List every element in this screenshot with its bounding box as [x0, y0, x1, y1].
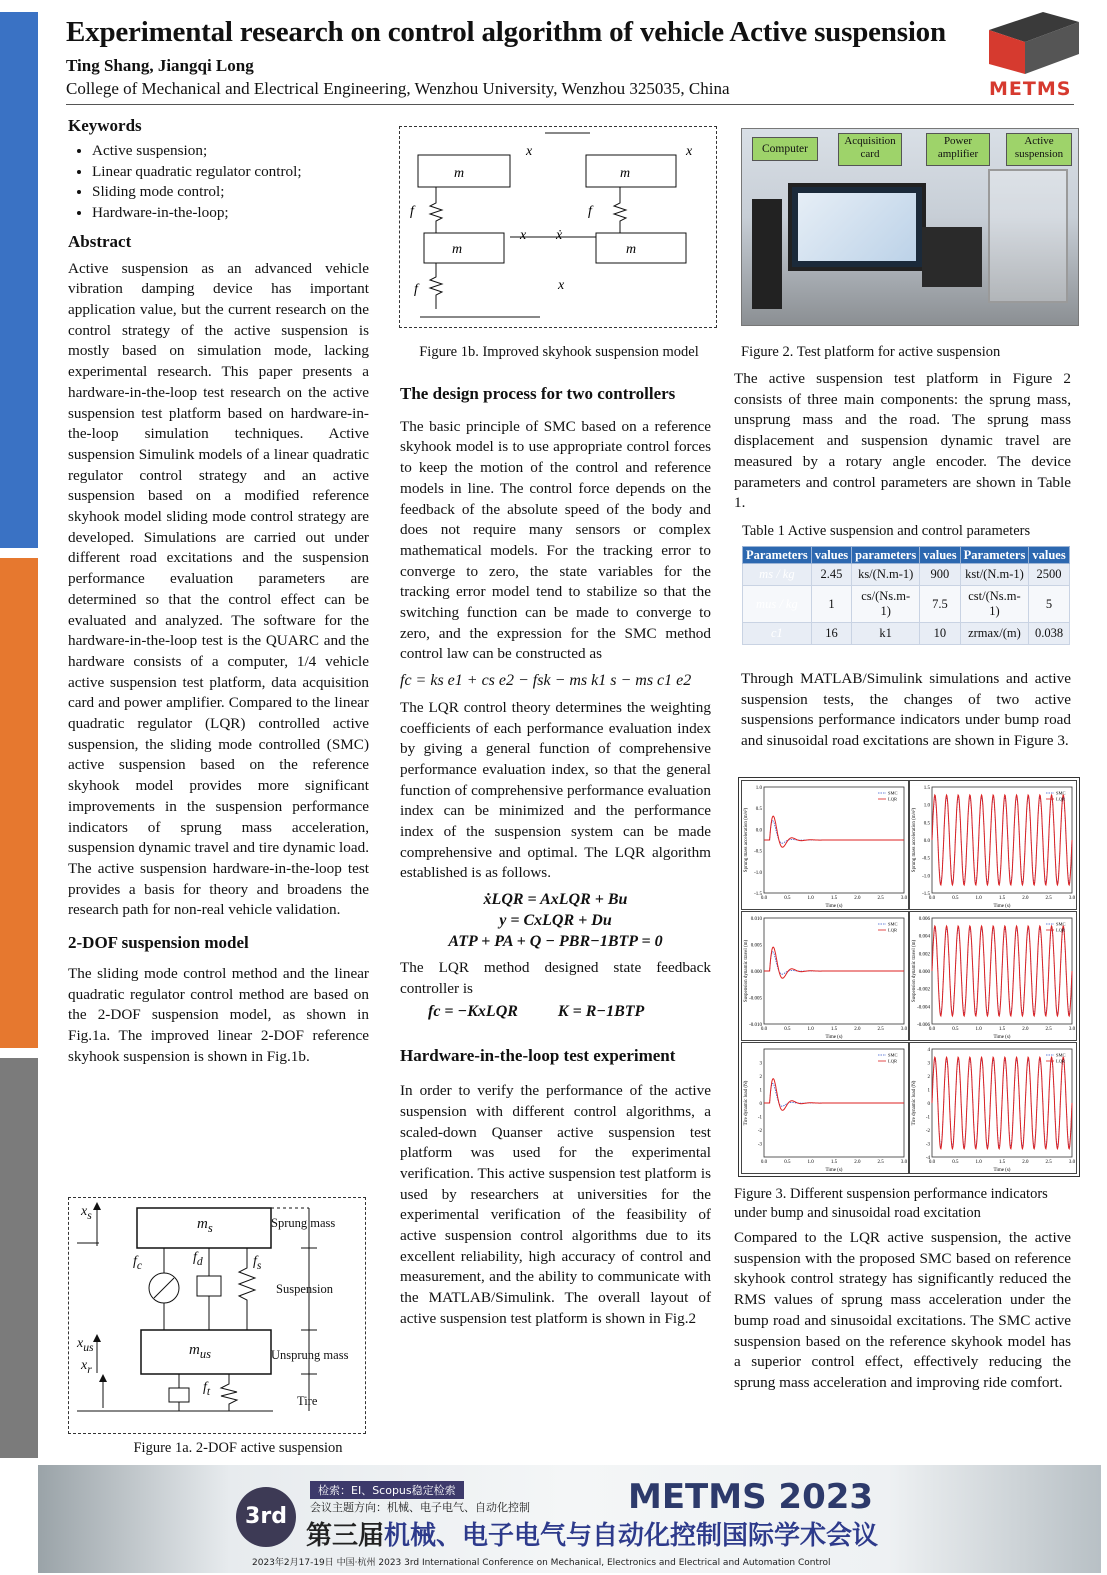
- series-line-lqr: [932, 926, 1072, 1016]
- x-tick-label: 1.5: [830, 1160, 838, 1165]
- dof-heading: 2-DOF suspension model: [68, 933, 249, 953]
- x-tick-label: 0.5: [952, 1160, 959, 1165]
- x-tick-label: 2.5: [1045, 896, 1052, 901]
- legend-label: LQR: [888, 796, 897, 802]
- x-axis-label: Time (s): [825, 1035, 843, 1040]
- x-tick-label: 1.0: [975, 896, 982, 901]
- y-tick-label: -0.005: [749, 996, 762, 1002]
- table-cell: 0.038: [1029, 623, 1069, 645]
- svg-text:m: m: [454, 166, 465, 181]
- keyword-item: • Active suspension;: [92, 141, 369, 162]
- y-tick-label: -1.0: [754, 870, 762, 876]
- fig1a-caption: Figure 1a. 2-DOF active suspension: [133, 1440, 343, 1456]
- x-tick-label: 3.0: [1068, 896, 1076, 901]
- y-axis-label: Tire dynamic load (N): [744, 1080, 749, 1126]
- keywords-list: [68, 141, 369, 224]
- svg-text:m: m: [620, 166, 631, 181]
- table-cell: c1: [743, 623, 812, 645]
- y-tick-label: -0.5: [922, 856, 930, 862]
- series-line-lqr: [932, 795, 1072, 885]
- x-tick-label: 0.0: [760, 1160, 768, 1165]
- y-tick-label: -0.5: [754, 849, 762, 855]
- x-tick-label: 0.0: [928, 1160, 936, 1165]
- banner-cn-title: [306, 1515, 878, 1552]
- y-tick-label: -0.010: [749, 1023, 762, 1028]
- y-tick-label: 1.5: [923, 786, 930, 791]
- table-cell: cst/(Ns.m-1): [960, 586, 1029, 623]
- conclusion-block: [734, 1228, 1071, 1394]
- x-tick-label: 0.5: [784, 1027, 791, 1032]
- x-axis-label: Time (s): [993, 1168, 1011, 1173]
- table-cell: mus / kg: [743, 586, 812, 623]
- poster-title: Experimental research on control algorithm of vehicle Active suspension: [66, 16, 946, 48]
- y-tick-label: -4: [925, 1156, 930, 1161]
- y-tick-label: 0.5: [923, 821, 930, 827]
- fig1a-ft-label: $f_t$: [203, 1380, 211, 1398]
- table-cell: 1: [811, 586, 851, 623]
- x-tick-label: 2.0: [854, 1160, 861, 1165]
- x-tick-label: 1.0: [807, 1160, 814, 1165]
- keyword-item: • Linear quadratic regulator control;: [92, 162, 369, 183]
- dof-text: The sliding mode control method and the linear quadratic regulator control method are based on the 2-DOF suspension model, as shown in Fig.1a. The improved linear 2-DOF reference skyhook suspension is shown in Fig.1b.: [68, 964, 369, 1065]
- hil-heading: Hardware-in-the-loop test experiment: [400, 1046, 676, 1066]
- y-tick-label: 1: [759, 1088, 762, 1094]
- y-tick-label: 3: [759, 1061, 762, 1067]
- x-tick-label: 3.0: [900, 1160, 908, 1165]
- y-axis-label: Tire dynamic load (N): [912, 1080, 917, 1126]
- x-tick-label: 2.0: [854, 896, 861, 901]
- fig1a-xr-label: $x_r$: [81, 1358, 92, 1376]
- svg-text:x: x: [520, 228, 527, 243]
- y-axis-label: Sprung mass acceleration (m/s²): [912, 807, 917, 873]
- table-cell: 7.5: [920, 586, 960, 623]
- chart-tire-bump: [741, 1042, 909, 1174]
- fig1a-mus-label: $m_{us}$: [189, 1342, 211, 1361]
- table-cell: ks/(N.m-1): [852, 564, 920, 586]
- y-tick-label: 3: [927, 1061, 930, 1067]
- affiliation: College of Mechanical and Electrical Engineering, Wenzhou University, Wenzhou 325035, China: [66, 79, 730, 98]
- x-tick-label: 2.0: [1022, 896, 1029, 901]
- test-rig: [988, 169, 1068, 303]
- fig1b-caption: Figure 1b. Improved skyhook suspension model: [419, 344, 699, 360]
- banner-tag: 检索：EI、Scopus稳定检索: [310, 1481, 464, 1499]
- x-tick-label: 1.5: [998, 1160, 1006, 1165]
- side-bar-orange: [0, 558, 38, 1048]
- svg-text:f: f: [410, 204, 414, 219]
- results-text: Through MATLAB/Simulink simulations and active suspension tests, the changes of two active suspensions performance indicators under bump road and sinusoidal road excitations are shown in Figure 3.: [741, 670, 1071, 750]
- x-tick-label: 1.5: [830, 896, 838, 901]
- fig1a-xs-label: $x_s$: [81, 1204, 92, 1222]
- svg-text:f: f: [414, 282, 418, 297]
- skyhook-diagram: [400, 127, 716, 327]
- y-axis-label: Suspension dynamic travel (m): [744, 939, 749, 1003]
- abstract-text: Active suspension as an advanced vehicle vibration damping device has important application value, but the current research on the control strategy of the active suspension is mostly based on simulation mode, lacking experimental research. This paper presents a hardware-in-the-loop test research on the active suspension test platform based on hardware-in-the-loop simulation techniques. Active suspension Simulink models of a linear quadratic regulator control strategy and an active suspension based on a modified reference skyhook model sliding mode control strategy are developed. Simulations are carried out under different road excitations and the suspension performance evaluation parameters are determined so that the control effect can be evaluated and analyzed. The software for the hardware-in-the-loop test is the QUARC and the hardware consists of a computer, 1/4 vehicle active suspension test platform, data acquisition card and power amplifier. Compared to the linear quadratic regulator (LQR) controlled active suspension, the sliding mode controlled (SMC) active suspension based on the reference skyhook model provides more significant improvements in the suspension performance indicators of sprung mass acceleration, suspension dynamic travel and tire dynamic load. The active suspension hardware-in-the-loop test provides a basis for theory and broadens the research path for non-real vehicle validation.: [68, 259, 369, 919]
- abstract-heading: Abstract: [68, 231, 132, 251]
- y-tick-label: 0.000: [918, 970, 930, 975]
- metms-logo: [985, 8, 1081, 103]
- svg-text:x: x: [558, 278, 565, 293]
- fig3-caption: Figure 3. Different suspension performance indicators under bump and sinusoidal road excitation: [734, 1186, 1048, 1221]
- x-tick-label: 0.0: [760, 1027, 768, 1032]
- y-tick-label: -2: [925, 1129, 930, 1134]
- x-tick-label: 1.0: [807, 1027, 814, 1032]
- y-tick-label: -1: [757, 1115, 762, 1121]
- conference-banner: [38, 1465, 1101, 1573]
- x-axis-label: Time (s): [993, 1035, 1011, 1040]
- table-cell: k1: [852, 623, 920, 645]
- svg-text:x: x: [686, 144, 693, 159]
- banner-topics: 会议主题方向：机械、电子电气、自动化控制: [310, 1501, 530, 1514]
- legend-label: LQR: [1056, 1058, 1065, 1064]
- header-rule: [66, 104, 1074, 105]
- figure-1b: [399, 126, 717, 328]
- column-right-top: [734, 369, 1071, 514]
- gain-eq: K = R−1BTP: [557, 1002, 645, 1020]
- table-cell: 900: [920, 564, 960, 586]
- design-p1: The basic principle of SMC based on a reference skyhook model is to use appropriate control forces to keep the motion of the control and reference models in line. The control force depends on the feedback of the absolute speed of the body and does not require many sensors or complex mathematical models. For the tracking error to converge to zero, the state variables for the tracking error model tend to stabilize so that the switching function can be made to converge to zero, and the expression for the SMC method control law can be constructed as: [400, 417, 711, 663]
- chart-tire-sine: [909, 1042, 1077, 1174]
- series-line-lqr: [764, 1079, 904, 1111]
- x-tick-label: 2.5: [877, 1027, 884, 1032]
- label-acquisition-card: Acquisition card: [838, 133, 902, 166]
- series-line-lqr: [764, 947, 904, 978]
- y-tick-label: 0.0: [923, 839, 930, 844]
- legend-label: SMC: [888, 1052, 898, 1058]
- banner-footer: 2023年2月17-19日 中国·杭州 2023 3rd International Conference on Mechanical, Electronics and Electrical and Automation Control: [252, 1558, 831, 1568]
- legend-label: SMC: [1056, 1052, 1066, 1058]
- y-tick-label: 1.0: [923, 803, 930, 809]
- svg-text:f: f: [588, 204, 592, 219]
- label-tire: Tire: [297, 1394, 318, 1408]
- table-cell: zrmax/(m): [960, 623, 1029, 645]
- table-row: [743, 564, 1070, 586]
- conclusion-text: Compared to the LQR active suspension, the active suspension with the proposed SMC based on reference skyhook control strategy has significantly reduced the RMS values of sprung mass acceleration under the bump road and sinusoidal excitations. The SMC active suspension based on the reference skyhook model has a superior control effect, effectively reducing the sprung mass acceleration and improving ride comfort.: [734, 1229, 1071, 1391]
- two-dof-diagram: [69, 1198, 365, 1433]
- fig1a-ms-label: $m_s$: [197, 1216, 213, 1235]
- label-unsprung-mass: Unsprung mass: [271, 1348, 349, 1362]
- side-bar-blue: [0, 12, 38, 548]
- y-tick-label: 2: [927, 1075, 930, 1080]
- fig2-caption: Figure 2. Test platform for active suspension: [741, 344, 1001, 360]
- y-tick-label: -0.004: [917, 1005, 930, 1011]
- y-tick-label: 0: [759, 1102, 762, 1107]
- table-cell: 5: [1029, 586, 1069, 623]
- x-tick-label: 2.5: [1045, 1160, 1052, 1165]
- x-tick-label: 1.0: [807, 896, 814, 901]
- keyword-item: • Sliding mode control;: [92, 182, 369, 203]
- parameters-table: [742, 546, 1070, 645]
- x-tick-label: 2.5: [877, 1160, 884, 1165]
- y-tick-label: -1: [925, 1115, 930, 1121]
- table1-caption: Table 1 Active suspension and control parameters: [742, 523, 1031, 539]
- y-tick-label: 1: [927, 1088, 930, 1094]
- x-tick-label: 3.0: [1068, 1160, 1076, 1165]
- lqr-output-eq: y = CxLQR + Du: [499, 911, 612, 929]
- chart-svg: [742, 912, 908, 1040]
- y-tick-label: 0.010: [750, 917, 762, 922]
- legend-label: LQR: [888, 1058, 897, 1064]
- table-header: values: [1029, 547, 1069, 564]
- x-tick-label: 0.0: [928, 896, 936, 901]
- y-tick-label: -0.006: [917, 1023, 930, 1028]
- svg-text:m: m: [626, 242, 637, 257]
- chart-svg: [910, 1043, 1076, 1173]
- label-active-suspension: Active suspension: [1006, 133, 1072, 166]
- riccati-eq: ATP + PA + Q − PBR−1BTP = 0: [448, 932, 663, 950]
- authors: Ting Shang, Jiangqi Long: [66, 56, 254, 75]
- x-tick-label: 3.0: [900, 896, 908, 901]
- y-tick-label: -3: [757, 1142, 762, 1148]
- x-tick-label: 3.0: [1068, 1027, 1076, 1032]
- x-tick-label: 2.0: [1022, 1160, 1029, 1165]
- table-cell: 10: [920, 623, 960, 645]
- design-p2: The LQR control theory determines the weighting coefficients of each performance evaluation index by giving a general function of comprehensive performance evaluation index, so that the general function of comprehensive performance evaluation index can be minimized and the performance index of the suspension system can be made comprehensive and optimal. The LQR algorithm established is as follows.: [400, 698, 711, 882]
- x-tick-label: 0.5: [952, 896, 959, 901]
- x-tick-label: 1.5: [998, 1027, 1006, 1032]
- legend-label: SMC: [888, 921, 898, 927]
- legend-label: SMC: [888, 790, 898, 796]
- y-tick-label: 0.004: [918, 934, 930, 940]
- y-tick-label: 4: [927, 1048, 930, 1053]
- x-tick-label: 1.0: [975, 1160, 982, 1165]
- x-tick-label: 0.5: [784, 896, 791, 901]
- table-header: Parameters: [743, 547, 812, 564]
- smc-equation: fc = ks e1 + cs e2 − fsk − ms k1 s − ms c1 e2: [400, 672, 692, 690]
- table-cell: 2500: [1029, 564, 1069, 586]
- table-row: [743, 586, 1070, 623]
- platform-text: The active suspension test platform in Figure 2 consists of three main components: the sprung mass, unsprung mass and the road. The sprung mass displacement and suspension dynamic travel are measured by a rotary angle encoder. The device parameters and control parameters are shown in Table 1.: [734, 370, 1071, 512]
- banner-cn-title-b: 机械、电子电气与自动化控制国际学术会议: [384, 1521, 879, 1551]
- y-tick-label: -1.5: [922, 892, 930, 897]
- y-tick-label: 0.006: [918, 917, 930, 922]
- x-tick-label: 0.5: [784, 1160, 791, 1165]
- legend-label: LQR: [888, 927, 897, 933]
- y-tick-label: 0.005: [750, 943, 762, 949]
- x-tick-label: 0.0: [760, 896, 768, 901]
- x-tick-label: 0.0: [928, 1027, 936, 1032]
- monitor: [788, 183, 926, 271]
- table-header: parameters: [852, 547, 920, 564]
- figure-2-photo: [741, 128, 1079, 326]
- banner-brand: METMS 2023: [628, 1477, 874, 1517]
- feedback-eq: fc = −KxLQR: [428, 1002, 518, 1020]
- y-tick-label: -2: [757, 1129, 762, 1134]
- table-row: [743, 623, 1070, 645]
- fig1a-xus-label: $x_{us}$: [77, 1336, 94, 1354]
- x-axis-label: Time (s): [825, 904, 843, 909]
- y-tick-label: -3: [925, 1142, 930, 1148]
- y-tick-label: -0.002: [917, 987, 930, 993]
- table-cell: ms / kg: [743, 564, 812, 586]
- y-tick-label: 2: [759, 1075, 762, 1080]
- label-computer: Computer: [752, 137, 818, 161]
- x-tick-label: 2.5: [1045, 1027, 1052, 1032]
- y-tick-label: -1.5: [754, 892, 762, 897]
- x-tick-label: 3.0: [900, 1027, 908, 1032]
- logo-text: METMS: [989, 78, 1072, 100]
- chart-svg: [742, 1043, 908, 1173]
- table-cell: kst/(N.m-1): [960, 564, 1029, 586]
- fig1a-fs-label: $f_s$: [253, 1254, 262, 1272]
- table-header: values: [811, 547, 851, 564]
- legend-label: LQR: [1056, 796, 1065, 802]
- fig1a-fd-label: $f_d$: [193, 1250, 203, 1268]
- chart-travel-sine: [909, 911, 1077, 1041]
- series-line-lqr: [932, 1057, 1072, 1149]
- svg-text:x: x: [526, 144, 533, 159]
- label-sprung-mass: Sprung mass: [271, 1216, 336, 1230]
- legend-label: SMC: [1056, 790, 1066, 796]
- keywords-heading: Keywords: [68, 116, 142, 135]
- x-tick-label: 0.5: [952, 1027, 959, 1032]
- hil-text: In order to verify the performance of the active suspension with different control algorithms, a scaled-down Quanser active suspension test platform was used for the experimental verification. This active suspension test platform is used by researchers at universities for the experimental verification of the feasibility of active suspension control algorithms due to its excellent reliability, high accuracy of control and measurement, and the ability to communicate with the MATLAB/Simulink. The overall layout of active suspension test platform is shown in Fig.2: [400, 1082, 711, 1327]
- chart-sprung-acc-sine: [909, 780, 1077, 910]
- x-axis-label: Time (s): [825, 1168, 843, 1173]
- pc-tower: [752, 199, 782, 309]
- y-axis-label: Sprung mass acceleration (m/s²): [744, 807, 749, 873]
- table-cell: cs/(Ns.m-1): [852, 586, 920, 623]
- x-tick-label: 1.5: [998, 896, 1006, 901]
- banner-cn-title-a: 第三届: [306, 1521, 385, 1551]
- series-line-lqr: [764, 816, 904, 847]
- side-bar-gray: [0, 1058, 38, 1458]
- chart-travel-bump: [741, 911, 909, 1041]
- x-tick-label: 1.0: [975, 1027, 982, 1032]
- y-tick-label: 1.0: [755, 786, 762, 791]
- chart-sprung-acc-bump: [741, 780, 909, 910]
- banner-badge: 3rd: [236, 1487, 296, 1547]
- table-cell: 16: [811, 623, 851, 645]
- table-header: Parameters: [960, 547, 1029, 564]
- y-tick-label: 0.000: [750, 970, 762, 975]
- lqr-state-eq: ẋLQR = AxLQR + Bu: [483, 891, 628, 909]
- results-text-block: [741, 669, 1071, 752]
- y-tick-label: -1.0: [922, 874, 930, 880]
- chart-svg: [742, 781, 908, 909]
- y-tick-label: 0.0: [755, 828, 762, 834]
- column-left: [68, 116, 369, 1067]
- y-tick-label: 0.002: [918, 952, 930, 958]
- y-tick-label: 0: [927, 1102, 930, 1107]
- x-tick-label: 2.5: [877, 896, 884, 901]
- x-axis-label: Time (s): [993, 904, 1011, 909]
- design-heading: The design process for two controllers: [400, 384, 676, 403]
- y-tick-label: 0.5: [755, 807, 762, 813]
- fig1a-fc-label: $f_c$: [133, 1254, 143, 1272]
- figure-3: [738, 777, 1080, 1177]
- label-power-amplifier: Power amplifier: [926, 133, 990, 166]
- x-tick-label: 2.0: [854, 1027, 861, 1032]
- x-tick-label: 2.0: [1022, 1027, 1029, 1032]
- cube-logo-icon: [985, 8, 1081, 78]
- svg-text:m: m: [452, 242, 463, 257]
- legend-label: LQR: [1056, 927, 1065, 933]
- x-tick-label: 1.5: [830, 1027, 838, 1032]
- chart-svg: [910, 781, 1076, 909]
- chart-svg: [910, 912, 1076, 1040]
- table-cell: 2.45: [811, 564, 851, 586]
- svg-text:ẋ: ẋ: [556, 228, 563, 243]
- figure-1a: [68, 1197, 366, 1434]
- column-middle: [400, 384, 711, 1330]
- amplifier-box: [922, 227, 982, 287]
- legend-label: SMC: [1056, 921, 1066, 927]
- design-p3: The LQR method designed state feedback controller is: [400, 959, 711, 997]
- y-axis-label: Suspension dynamic travel (m): [912, 939, 917, 1003]
- keyword-item: • Hardware-in-the-loop;: [92, 203, 369, 224]
- label-suspension: Suspension: [276, 1282, 333, 1296]
- table-header: values: [920, 547, 960, 564]
